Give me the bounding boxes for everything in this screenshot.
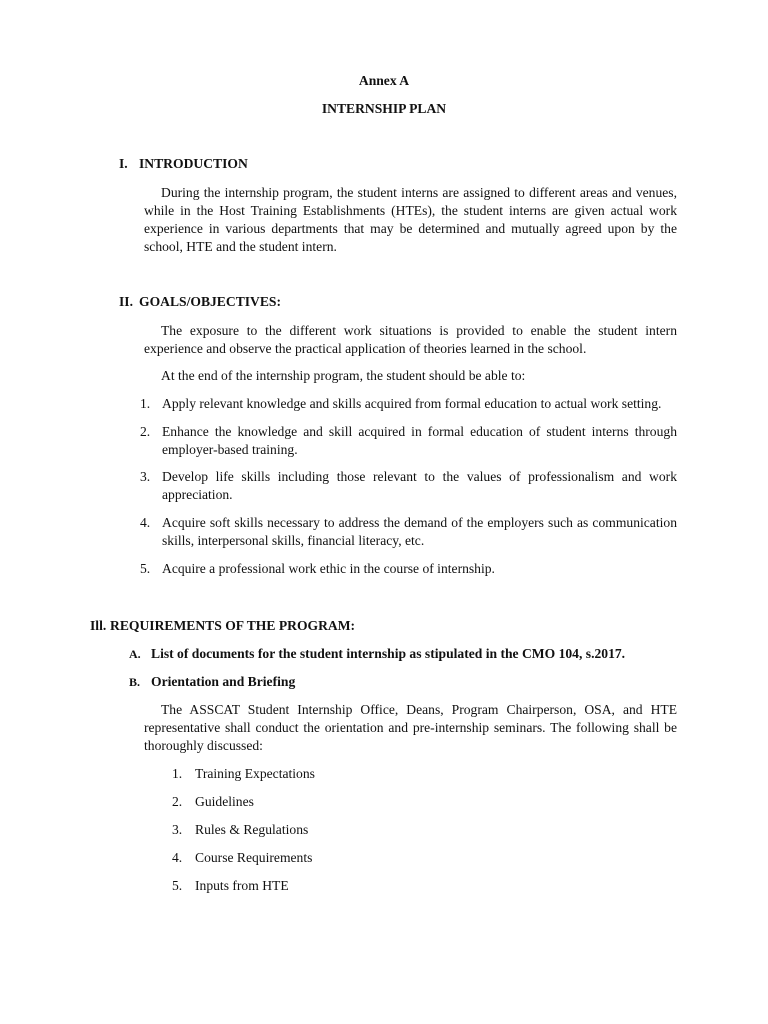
discussion-number: 1. bbox=[172, 766, 183, 781]
subsection-a-heading bbox=[129, 646, 625, 662]
objective-text: Enhance the knowledge and skill acquired in formal education of student interns through employer-based training. bbox=[162, 424, 677, 457]
objective-number: 3. bbox=[140, 469, 151, 484]
section-2-title: GOALS/OBJECTIVES: bbox=[139, 294, 282, 309]
subsection-b-heading bbox=[129, 674, 295, 690]
goals-paragraph-2: At the end of the internship program, the student should be able to: bbox=[161, 368, 526, 383]
section-3-title: REQUIREMENTS OF THE PROGRAM: bbox=[110, 618, 356, 633]
discussion-text: Course Requirements bbox=[195, 850, 313, 865]
subsection-b-letter: B. bbox=[129, 675, 141, 689]
objective-text: Apply relevant knowledge and skills acquired from formal education to actual work setting. bbox=[162, 396, 662, 411]
section-1-heading bbox=[119, 156, 248, 172]
objective-text: Develop life skills including those relevant to the values of professionalism and work appreciation. bbox=[162, 469, 677, 502]
objective-text: Acquire a professional work ethic in the course of internship. bbox=[162, 561, 495, 576]
document-title: INTERNSHIP PLAN bbox=[321, 101, 447, 116]
discussion-number: 5. bbox=[172, 878, 183, 893]
orientation-paragraph: The ASSCAT Student Internship Office, Deans, Program Chairperson, OSA, and HTE representative shall conduct the orientation and pre-internship seminars. The following shall be thoroughly discussed: bbox=[144, 702, 677, 753]
subsection-a-title: List of documents for the student internship as stipulated in the CMO 104, s.2017. bbox=[151, 646, 626, 661]
discussion-text: Rules & Regulations bbox=[195, 822, 309, 837]
section-1-title: INTRODUCTION bbox=[139, 156, 248, 171]
discussion-number: 4. bbox=[172, 850, 183, 865]
subsection-a-letter: A. bbox=[129, 647, 141, 661]
objective-text: Acquire soft skills necessary to address the demand of the employers such as communication skills, interpersonal skills, financial literacy, etc. bbox=[162, 515, 677, 548]
discussion-text: Inputs from HTE bbox=[195, 878, 289, 893]
discussion-number: 3. bbox=[172, 822, 183, 837]
goals-paragraph-1: The exposure to the different work situations is provided to enable the student intern experience and observe the practical application of theories learned in the school. bbox=[144, 323, 677, 356]
section-3-number: Ill. bbox=[90, 618, 107, 633]
section-2-number: II. bbox=[119, 294, 133, 309]
discussion-text: Guidelines bbox=[195, 794, 254, 809]
section-2-heading bbox=[119, 294, 281, 310]
subsection-b-title: Orientation and Briefing bbox=[151, 674, 296, 689]
section-3-heading bbox=[90, 618, 355, 634]
discussion-number: 2. bbox=[172, 794, 183, 809]
section-1-number: I. bbox=[119, 156, 128, 171]
objective-number: 4. bbox=[140, 515, 151, 530]
discussion-text: Training Expectations bbox=[195, 766, 315, 781]
annex-label: Annex A bbox=[358, 73, 410, 88]
objective-number: 2. bbox=[140, 424, 151, 439]
objective-number: 1. bbox=[140, 396, 151, 411]
objective-number: 5. bbox=[140, 561, 151, 576]
intro-paragraph: During the internship program, the student interns are assigned to different areas and venues, while in the Host Training Establishments (HTEs), the student interns are given actual work experience in various departments that may be determined and mutually agreed upon by the school, HTE and the student intern. bbox=[144, 185, 677, 254]
